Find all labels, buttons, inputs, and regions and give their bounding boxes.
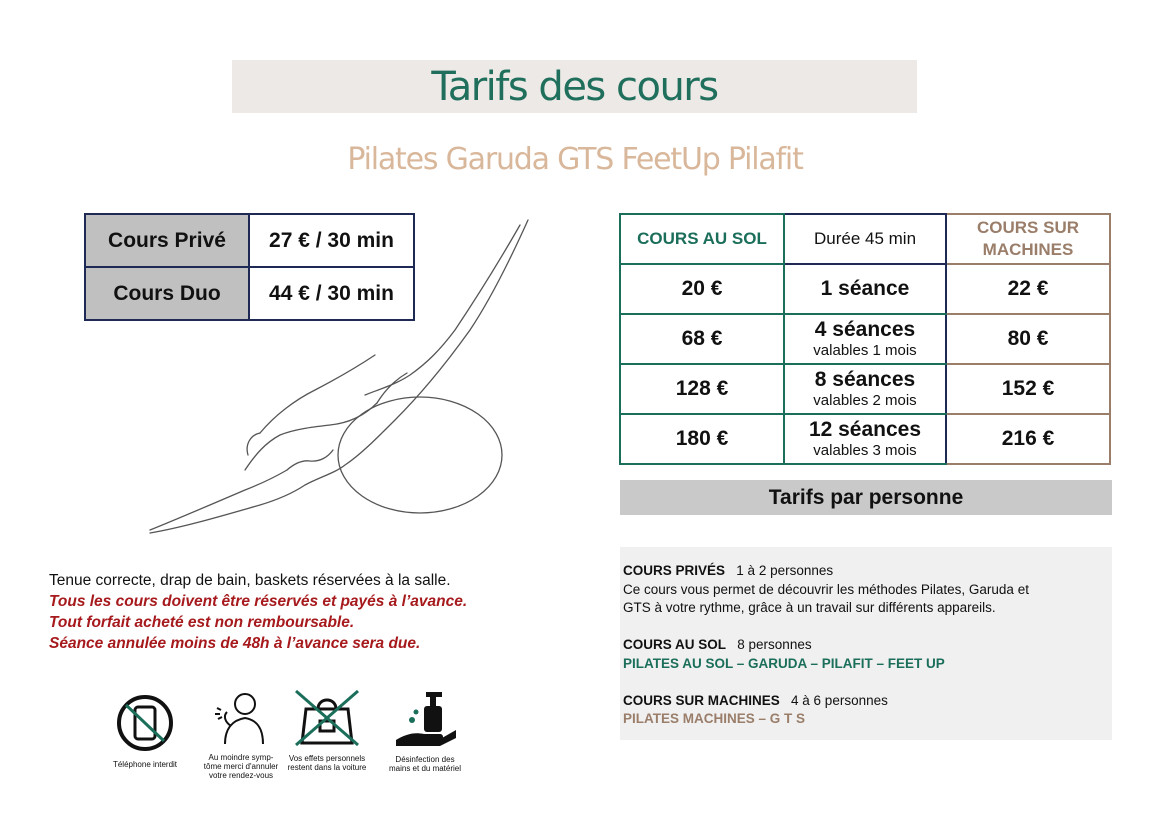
table-row — [620, 314, 1110, 364]
header-machine-classes: COURS SUR MACHINES — [946, 214, 1110, 264]
sessions-cell: 4 séances valables 1 mois — [784, 314, 946, 364]
rule-cancellation: Séance annulée moins de 48h à l’avance sera due. — [49, 635, 421, 652]
floor-price: 180 € — [620, 414, 784, 464]
floor-info-heading: COURS AU SOL 8 personnes — [623, 637, 812, 652]
sessions-cell: 8 séances valables 2 mois — [784, 364, 946, 414]
disinfection-icon: Désinfection des mains et du matériel — [380, 688, 470, 773]
course-info-box — [620, 547, 1112, 740]
floor-price: 128 € — [620, 364, 784, 414]
private-info-heading: COURS PRIVÉS 1 à 2 personnes — [623, 563, 834, 578]
private-price: 27 € / 30 min — [249, 214, 414, 267]
sessions-cell: 1 séance — [784, 264, 946, 314]
machine-price: 216 € — [946, 414, 1110, 464]
machine-price: 22 € — [946, 264, 1110, 314]
duo-label: Cours Duo — [85, 267, 249, 320]
symptom-cancel-icon: Au moindre symp- tôme merci d'annuler votre rendez-vous — [198, 690, 284, 780]
table-row — [620, 264, 1110, 314]
studio-rules — [49, 570, 467, 654]
machine-price: 152 € — [946, 364, 1110, 414]
machine-info-list: PILATES MACHINES – G T S — [623, 711, 806, 726]
floor-info-list: PILATES AU SOL – GARUDA – PILAFIT – FEET UP — [623, 655, 945, 671]
floor-price: 68 € — [620, 314, 784, 364]
rule-no-refund: Tout forfait acheté est non remboursable. — [49, 614, 355, 631]
sessions-cell: 12 séances valables 3 mois — [784, 414, 946, 464]
rule-booking: Tous les cours doivent être réservés et payés à l’avance. — [49, 593, 468, 610]
group-price-table — [619, 213, 1111, 465]
private-info-desc: GTS à votre rythme, grâce à un travail sur différents appareils. — [623, 600, 996, 615]
private-info-desc: Ce cours vous permet de découvrir les méthodes Pilates, Garuda et — [623, 581, 1029, 597]
private-label: Cours Privé — [85, 214, 249, 267]
machine-info-heading: COURS SUR MACHINES 4 à 6 personnes — [623, 692, 888, 708]
belongings-forbidden-icon: Vos effets personnels restent dans la voiture — [283, 687, 371, 772]
floor-price: 20 € — [620, 264, 784, 314]
pilates-ball-illustration — [145, 215, 535, 540]
phone-forbidden-icon: Téléphone interdit — [100, 693, 190, 769]
page-title: Tarifs des cours — [431, 63, 718, 110]
title-banner — [232, 60, 917, 113]
header-floor-classes: COURS AU SOL — [620, 214, 784, 264]
table-header-row — [620, 214, 1110, 264]
duo-price: 44 € / 30 min — [249, 267, 414, 320]
page-subtitle: Pilates Garuda GTS FeetUp Pilafit — [347, 142, 803, 177]
table-row — [620, 414, 1110, 464]
header-duration: Durée 45 min — [784, 214, 946, 264]
per-person-note: Tarifs par personne — [620, 480, 1112, 515]
machine-price: 80 € — [946, 314, 1110, 364]
rule-dress-code: Tenue correcte, drap de bain, baskets réservées à la salle. — [49, 572, 451, 589]
table-row — [620, 364, 1110, 414]
